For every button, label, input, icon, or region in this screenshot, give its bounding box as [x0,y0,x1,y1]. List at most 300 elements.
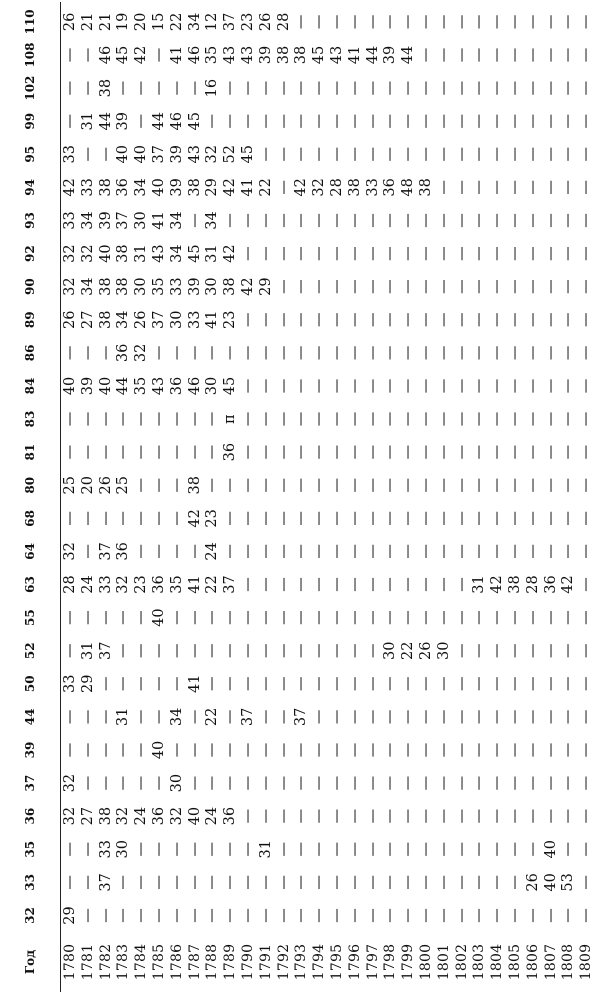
table-cell: — [489,47,506,63]
table-cell: 30 [168,310,185,329]
table-cell: — [489,345,506,361]
table-cell: — [186,345,203,361]
table-cell: — [417,345,434,361]
table-cell: — [578,511,595,526]
table-cell: — [133,411,150,427]
table-cell: 36 [150,575,167,594]
table-cell: — [186,80,203,96]
table-cell: — [435,378,452,394]
table-cell: — [435,411,452,427]
table-cell: — [133,477,150,493]
table-cell: — [524,808,541,824]
table-cell: — [400,213,417,228]
table-cell: — [489,477,506,493]
table-cell: 34 [186,12,203,32]
table-cell: — [382,775,399,791]
table-cell: — [578,444,595,460]
table-cell: 40 [115,145,132,164]
table-cell: — [560,246,577,261]
table-cell: — [524,180,541,195]
table-cell: — [311,808,328,824]
table-cell: — [471,312,488,328]
table-cell: — [239,511,256,526]
table-cell: — [471,213,488,228]
table-cell: 34 [168,707,185,727]
year-cell: 1800 [417,943,434,981]
table-cell: — [186,709,203,725]
year-cell: 1790 [239,943,256,981]
table-cell: 37 [222,575,239,594]
table-cell: — [560,213,577,228]
table-cell: — [275,312,292,328]
table-cell: — [293,842,310,857]
table-cell: — [506,279,523,294]
table-cell: — [453,47,470,63]
table-cell: — [79,444,96,460]
table-cell: 43 [222,45,239,65]
table-cell: 30 [133,277,150,296]
table-cell: — [275,378,292,394]
table-cell: — [382,709,399,725]
table-cell: — [222,709,239,725]
table-cell: 36 [542,575,559,594]
table-cell: — [293,875,310,890]
table-cell: — [293,643,310,658]
table-cell: — [150,511,167,526]
table-cell: — [79,709,96,725]
table-cell: — [524,709,541,725]
table-cell: — [364,775,381,791]
table-cell: 41 [346,45,363,65]
table-cell: — [97,709,114,725]
table-cell: — [62,113,78,129]
table-cell: — [257,511,274,526]
table-cell: — [471,477,488,493]
table-cell: 30 [382,641,399,660]
table-cell: — [257,312,274,328]
table-cell: — [257,477,274,493]
table-cell: — [222,775,239,791]
table-cell: — [222,213,239,228]
table-cell: — [186,842,203,857]
table-cell: — [115,610,132,625]
table-cell: — [346,345,363,361]
table-cell: — [400,742,417,758]
table-cell: — [578,875,595,890]
table-cell: — [62,511,78,526]
table-cell: — [311,246,328,261]
table-cell: — [560,47,577,63]
table-cell: — [417,147,434,162]
table-cell: 42 [560,575,577,594]
table-cell: — [382,14,399,30]
table-cell: — [133,444,150,460]
table-cell: — [346,808,363,824]
table-cell: — [560,775,577,791]
table-cell: 33 [168,277,185,296]
table-cell: — [364,113,381,129]
table-cell: 42 [222,244,239,263]
column-header: 37 [23,774,37,792]
table-cell: — [382,444,399,460]
column-header: 81 [23,443,37,461]
table-cell: — [346,312,363,328]
table-cell: — [275,444,292,460]
column-header: 110 [23,9,37,35]
table-cell: — [471,279,488,294]
table-cell: — [506,875,523,890]
table-cell: — [400,345,417,361]
table-cell: — [239,444,256,460]
table-cell: 39 [382,45,399,65]
table-cell: — [471,742,488,758]
table-cell: — [417,775,434,791]
table-cell: — [542,444,559,460]
table-cell: — [435,842,452,857]
table-cell: — [560,147,577,162]
table-cell: 35 [133,376,150,396]
column-header: 94 [23,179,37,196]
table-cell: — [62,345,78,361]
table-cell: 31 [115,707,132,727]
table-cell: — [417,875,434,890]
table-cell: — [489,808,506,824]
table-cell: 20 [79,476,96,495]
table-cell: 29 [257,277,274,296]
table-cell: — [62,47,78,63]
table-cell: — [382,544,399,559]
table-cell: — [489,180,506,195]
year-cell: 1794 [311,943,328,981]
table-cell: — [168,742,185,758]
table-cell: — [524,742,541,758]
table-cell: — [435,444,452,460]
table-cell: — [239,643,256,658]
table-cell: — [275,345,292,361]
table-cell: — [489,742,506,758]
table-cell: — [328,378,345,394]
table-cell: — [400,378,417,394]
table-row [382,5,400,992]
table-cell: 42 [489,575,506,594]
table-cell: — [204,477,221,493]
table-cell: — [150,775,167,791]
table-cell: — [435,577,452,592]
table-cell: — [489,775,506,791]
year-cell: 1806 [524,943,541,981]
table-cell: — [346,775,363,791]
table-cell: — [79,345,96,361]
column-header: 64 [23,543,37,560]
table-cell: — [471,444,488,460]
table-cell: — [453,775,470,791]
table-cell: 37 [115,211,132,230]
year-cell: 1804 [489,943,506,981]
table-cell: — [311,775,328,791]
table-cell: — [453,345,470,361]
table-cell: 26 [524,873,541,892]
table-cell: — [417,477,434,493]
table-cell: — [168,908,185,923]
table-cell: — [435,477,452,493]
table-cell: 22 [204,707,221,727]
table-cell: — [239,345,256,361]
table-cell: — [417,213,434,228]
table-cell: — [222,842,239,857]
table-cell: 32 [204,145,221,164]
table-cell: 38 [115,244,132,263]
table-cell: — [293,80,310,96]
table-cell: — [560,842,577,857]
table-cell: — [400,279,417,294]
table-cell: 42 [293,178,310,197]
table-cell: — [97,676,114,692]
table-body [60,5,596,992]
table-cell: — [79,511,96,526]
table-cell: — [417,808,434,824]
table-cell: 22 [168,12,185,32]
table-cell: 33 [62,145,78,164]
column-header: 84 [23,377,37,395]
column-header: 50 [23,675,37,693]
table-cell: — [471,775,488,791]
table-cell: — [186,875,203,890]
table-cell: — [382,80,399,96]
table-cell: — [328,610,345,625]
table-cell: — [364,147,381,162]
table-cell: — [222,610,239,625]
table-cell: — [328,312,345,328]
table-cell: — [328,411,345,427]
table-cell: 44 [97,111,114,131]
table-cell: — [133,610,150,625]
table-cell: — [578,842,595,857]
table-cell: 35 [150,277,167,296]
table-cell: — [524,643,541,658]
table-cell: — [417,709,434,725]
table-cell: — [542,14,559,30]
year-cell: 1788 [204,943,221,981]
table-cell: — [435,47,452,63]
table-cell: — [578,775,595,791]
table-cell: 23 [204,509,221,528]
table-cell: — [311,345,328,361]
table-cell: — [435,808,452,824]
table-cell: 21 [97,12,114,32]
table-cell: 36 [115,178,132,197]
table-cell: — [311,411,328,427]
table-cell: — [257,544,274,559]
table-cell: — [506,80,523,96]
table-cell: 24 [204,542,221,561]
table-cell: — [364,511,381,526]
table-cell: — [222,544,239,559]
table-cell: — [453,279,470,294]
table-cell: — [506,775,523,791]
table-cell: — [542,610,559,625]
table-row [187,5,205,992]
table-cell: — [524,511,541,526]
table-cell: 22 [400,641,417,660]
table-cell: 38 [186,178,203,197]
table-cell: — [346,113,363,129]
table-cell: — [328,511,345,526]
table-cell: — [204,345,221,361]
year-cell: 1789 [222,943,239,981]
table-cell: — [542,411,559,427]
table-cell: — [506,312,523,328]
table-cell: — [168,345,185,361]
table-cell: — [524,444,541,460]
table-cell: 19 [115,12,132,32]
table-cell: — [62,709,78,725]
table-cell: — [364,808,381,824]
table-cell: 29 [79,674,96,694]
year-cell: 1792 [275,943,292,981]
table-cell: — [506,345,523,361]
table-cell: 32 [62,244,78,263]
table-cell: 30 [133,211,150,230]
table-cell: — [275,279,292,294]
table-cell: 44 [400,45,417,65]
table-cell: — [578,147,595,162]
table-cell: — [97,610,114,625]
table-cell: 26 [417,641,434,660]
table-cell: — [346,676,363,692]
table-cell: — [578,577,595,592]
table-cell: 45 [186,244,203,263]
table-cell: — [489,676,506,692]
table-cell: — [400,444,417,460]
table-cell: — [275,80,292,96]
table-cell: — [62,842,78,857]
table-cell: 43 [150,244,167,263]
table-cell: — [293,610,310,625]
table-cell: — [506,610,523,625]
table-cell: — [578,643,595,658]
table-cell: — [400,676,417,692]
table-cell: 38 [186,476,203,495]
table-cell: — [435,544,452,559]
table-cell: — [417,908,434,923]
table-cell: — [400,808,417,824]
table-cell: — [328,279,345,294]
table-cell: — [578,312,595,328]
table-cell: — [471,411,488,427]
table-cell: — [400,875,417,890]
table-cell: — [435,113,452,129]
table-cell: — [578,180,595,195]
table-cell: — [400,775,417,791]
table-cell: — [222,643,239,658]
table-cell: 32 [133,343,150,363]
table-cell: — [222,511,239,526]
table-cell: — [346,610,363,625]
table-row [418,5,436,992]
table-cell: — [453,610,470,625]
table-cell: — [168,643,185,658]
table-cell: — [435,511,452,526]
table-cell: — [489,246,506,261]
table-cell: 45 [186,111,203,131]
table-cell: 29 [204,178,221,197]
table-cell: — [578,80,595,96]
table-cell: 43 [328,45,345,65]
table-cell: — [417,47,434,63]
table-cell: 32 [115,575,132,594]
table-cell: — [79,875,96,890]
table-cell: — [186,544,203,559]
column-header: 92 [23,245,37,262]
table-cell: 40 [62,376,78,396]
table-cell: 38 [275,45,292,65]
table-cell: 45 [239,145,256,164]
table-cell: — [560,378,577,394]
table-cell: — [578,47,595,63]
table-cell: — [524,14,541,30]
table-cell: — [79,544,96,559]
table-cell: — [506,47,523,63]
table-cell: — [542,742,559,758]
table-cell: 37 [150,145,167,164]
table-cell: — [311,610,328,625]
table-cell: — [186,444,203,460]
year-cell: 1786 [168,943,185,981]
table-cell: 36 [115,343,132,363]
table-cell: — [133,709,150,725]
table-cell: — [542,477,559,493]
table-cell: 38 [346,178,363,197]
table-cell: — [489,444,506,460]
table-cell: — [417,610,434,625]
table-cell: 36 [222,806,239,826]
table-cell: — [150,676,167,692]
table-cell: — [79,411,96,427]
table-cell: — [578,345,595,361]
table-cell: — [150,643,167,658]
table-cell: — [506,147,523,162]
table-cell: — [150,477,167,493]
table-cell: 40 [542,873,559,892]
table-cell: — [328,246,345,261]
table-cell: — [524,246,541,261]
table-cell: 40 [150,608,167,627]
table-cell: — [275,147,292,162]
table-cell: — [257,411,274,427]
table-cell: — [489,378,506,394]
table-cell: — [578,808,595,824]
year-cell: 1780 [62,943,78,981]
table-cell: — [506,544,523,559]
table-cell: — [97,444,114,460]
table-cell: — [435,312,452,328]
table-cell: — [382,113,399,129]
table-cell: — [364,709,381,725]
table-row [578,5,596,992]
table-cell: 27 [79,310,96,329]
table-cell: — [489,279,506,294]
table-cell: — [382,742,399,758]
table-cell: — [257,80,274,96]
table-cell: 41 [186,674,203,694]
table-cell: — [506,676,523,692]
table-cell: — [524,842,541,857]
table-cell: 40 [97,376,114,396]
table-cell: 30 [204,277,221,296]
table-cell: 31 [471,575,488,594]
table-cell: — [382,477,399,493]
table-cell: 22 [257,178,274,197]
